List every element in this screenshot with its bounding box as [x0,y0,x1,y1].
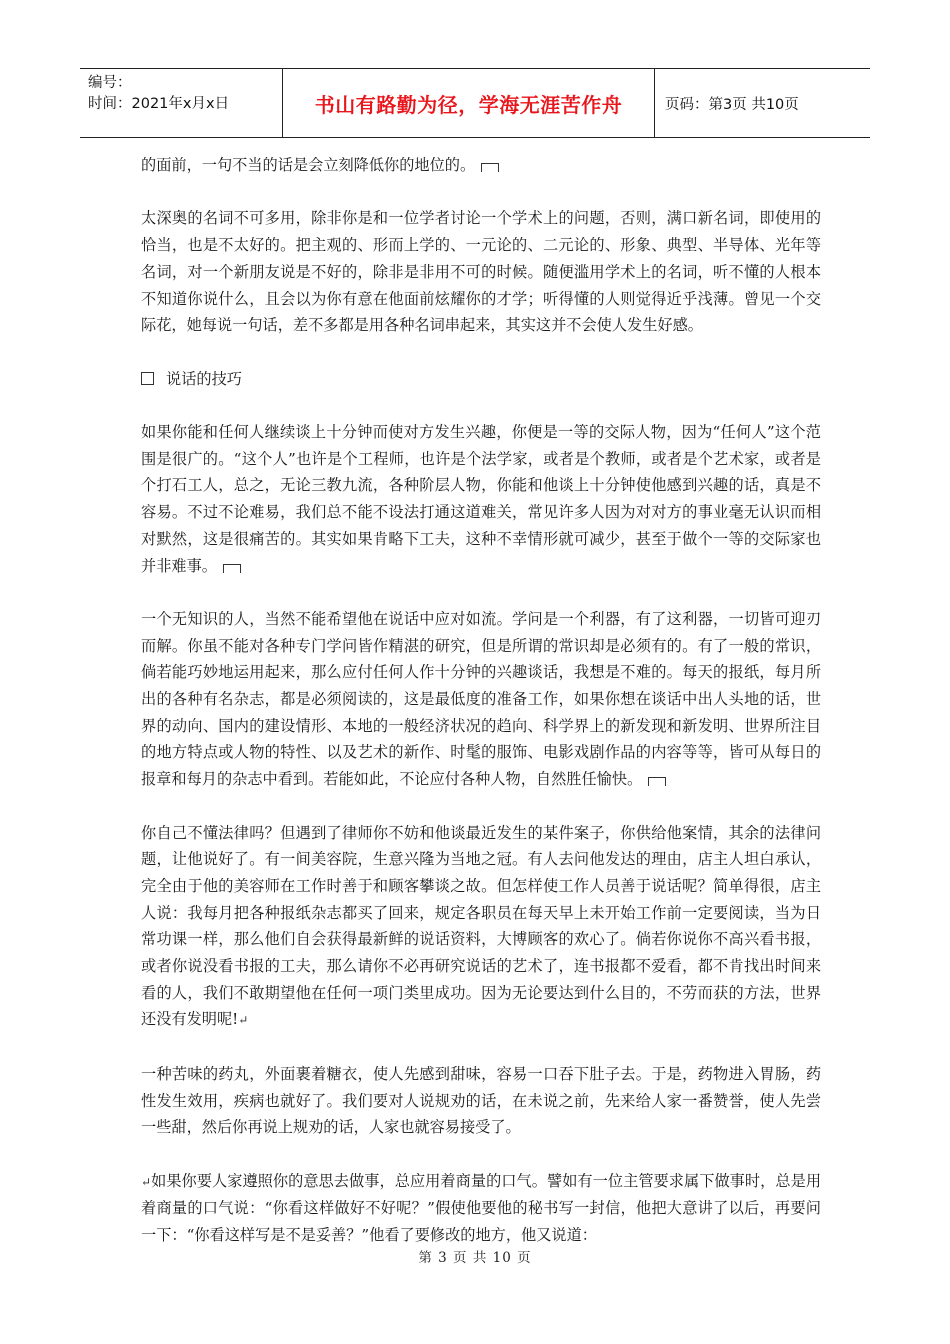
paragraph-5: 你自己不懂法律吗？但遇到了律师你不妨和他谈最近发生的某件案子，你供给他案情，其余的法律问题，让他说好了。有一间美容院，生意兴隆为当地之冠。有人去问他发达的理由，店主人坦白承认，完全由于他的美容师在工作时善于和顾客攀谈之故。但怎样使工作人员善于说话呢？简单得很，店主人说：我每月把各种报纸杂志都买了回来，规定各职员在每天早上未开始工作前一定要阅读，当为日常功课一样，那么他们自会获得最新鲜的说话资料，大博顾客的欢心了。倘若你说你不高兴看书报，或者你说没看书报的工夫，那么请你不必再研究说话的艺术了，连书报都不爱看，都不肯找出时间来看的人，我们不敢期望他在任何一项门类里成功。因为无论要达到什么目的，不劳而获的方法，世界还没有发明呢!↵ [141,823,821,1029]
page-header [80,68,870,138]
paragraph-2: 太深奥的名词不可多用，除非你是和一位学者讨论一个学术上的问题，否则，满口新名词，即使用的恰当，也是不太好的。把主观的、形而上学的、一元论的、二元论的、形象、典型、半导体、光年等名词，对一个新朋友说是不好的，除非是非用不可的时候。随便滥用学术上的名词，听不懂的人根本不知道你说什么，且会以为你有意在他面前炫耀你的才学；听得懂的人则觉得近乎浅薄。曾见一个交际花，她每说一句话，差不多都是用各种名词串起来，其实这并不会使人发生好感。 [141,209,821,335]
paragraph-1: 的面前，一句不当的话是会立刻降低你的地位的。 [141,152,821,179]
paragraph-mark-icon [481,163,499,172]
line-break-mark-icon: ↵ [141,1174,152,1189]
header-meta [80,69,283,137]
document-number: 编号： [88,75,132,91]
document-time: 时间：2021年x月x日 [88,96,230,112]
checkbox-square-icon [141,372,154,385]
paragraph-6: 一种苦味的药丸，外面裹着糖衣，使人先感到甜味，容易一口吞下肚子去。于是，药物进入胃肠，药性发生效用，疾病也就好了。我们要对人说规劝的话，在未说之前，先来给人家一番赞誉，使人先尝一些甜，然后你再说上规劝的话，人家也就容易接受了。 [141,1064,821,1137]
header-page-info: 页码：第3页 共10页 [665,96,799,113]
page-footer: 第 3 页 共 10 页 [418,1250,532,1266]
line-break-mark-icon: ↵ [238,1013,249,1028]
section-heading: 说话的技巧 [141,366,821,393]
header-motto: 书山有路勤为径，学海无涯苦作舟 [283,69,655,137]
paragraph-4: 一个无知识的人，当然不能希望他在说话中应对如流。学问是一个利器，有了这利器，一切皆可迎刃而解。你虽不能对各种专门学问皆作精湛的研究，但是所谓的常识却是必须有的。有了一般的常识，倘若能巧妙地运用起来，那么应付任何人作十分钟的兴趣谈话，我想是不难的。每天的报纸，每月所出的各种有名杂志，都是必须阅读的，这是最低度的准备工作，如果你想在谈话中出人头地的话，世界的动向、国内的建设情形、本地的一般经济状况的趋向、科学界上的新发现和新发明、世界所注目的地方特点或人物的特性、以及艺术的新作、时髦的服饰、电影戏剧作品的内容等等，皆可从每日的报章和每月的杂志中看到。若能如此，不论应付各种人物，自然胜任愉快。 [141,609,821,789]
paragraph-7: ↵如果你要人家遵照你的意思去做事，总应用着商量的口气。譬如有一位主管要求属下做事时，总是用着商量的口气说：“你看这样做好不好呢？”假使他要他的秘书写一封信，他把大意讲了以后，再要问一下：“你看这样写是不是妥善？”他看了要修改的地方，他又说道： [141,1171,821,1245]
paragraph-3: 如果你能和任何人继续谈上十分钟而使对方发生兴趣，你便是一等的交际人物，因为“任何人”这个范围是很广的。“这个人”也许是个工程师，也许是个法学家，或者是个教师，或者是个艺术家，或者是个打石工人，总之，无论三教九流，各种阶层人物，你能和他谈上十分钟使他感到兴趣的话，真是不容易。不过不论难易，我们总不能不设法打通这道难关，常见许多人因为对对方的事业毫无认识而相对默然，这是很痛苦的。其实如果肯略下工夫，这种不幸情形就可减少，甚至于做个一等的交际家也并非难事。 [141,422,821,575]
document-body [141,152,821,1249]
paragraph-mark-icon [648,777,666,786]
paragraph-mark-icon [223,564,241,573]
